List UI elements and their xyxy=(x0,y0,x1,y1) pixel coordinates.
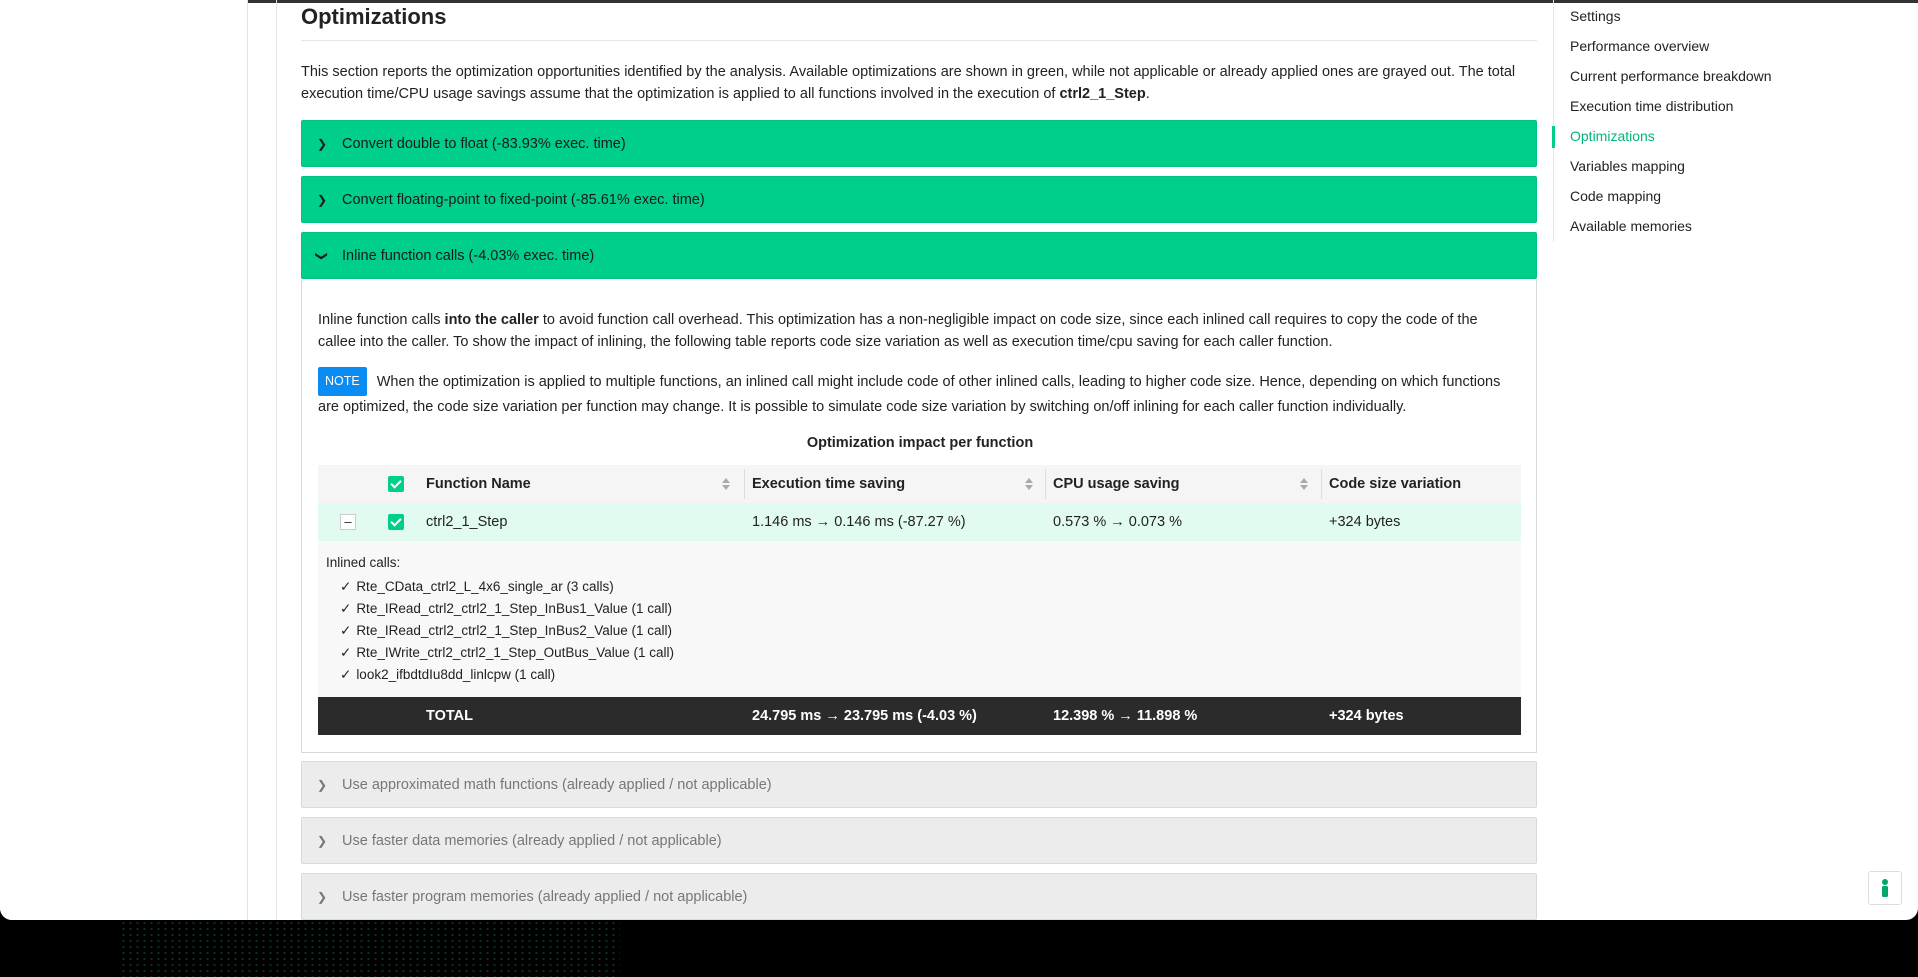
column-divider xyxy=(1045,469,1046,499)
inlined-call: look2_ifbdtdIu8dd_linlcpw (1 call) xyxy=(356,667,556,682)
toc-item-variables-mapping[interactable]: Variables mapping xyxy=(1570,158,1685,174)
desc-text: Inline function calls xyxy=(318,312,445,328)
intro-function-name: ctrl2_1_Step xyxy=(1059,86,1146,102)
chevron-down-icon: ❯ xyxy=(315,250,329,261)
accordion-float-to-fixed[interactable] xyxy=(301,176,1537,223)
sort-icon[interactable] xyxy=(1300,478,1308,492)
total-cpu-usage: 12.398 % → 11.898 % xyxy=(1053,708,1198,724)
main-content xyxy=(276,0,1547,920)
chevron-right-icon: ❯ xyxy=(316,833,328,848)
accordion-approx-math[interactable] xyxy=(301,761,1537,808)
accordion-inline-function-calls[interactable] xyxy=(301,232,1537,279)
desktop-background xyxy=(120,920,620,977)
page-title: Optimizations xyxy=(301,4,447,29)
total-code-size: +324 bytes xyxy=(1329,708,1404,724)
toc-item-available-memories[interactable]: Available memories xyxy=(1570,218,1692,234)
list-item xyxy=(340,642,674,664)
inline-note xyxy=(318,367,1518,419)
toc-item-settings[interactable]: Settings xyxy=(1570,8,1621,24)
table-row xyxy=(318,503,1521,541)
sort-icon[interactable] xyxy=(1025,478,1033,492)
list-item xyxy=(340,664,674,686)
cpu-usage-saving: 0.573 % → 0.073 % xyxy=(1053,514,1182,530)
accessibility-icon xyxy=(1877,878,1893,898)
minus-icon: – xyxy=(340,514,356,530)
inlined-calls-title: Inlined calls: xyxy=(326,555,401,570)
column-divider xyxy=(1321,469,1322,499)
check-icon: ✓ xyxy=(340,645,352,660)
accordion-label: Convert floating-point to fixed-point (-85.61% exec. time) xyxy=(342,191,705,208)
total-row xyxy=(318,697,1521,735)
inlined-call: Rte_IRead_ctrl2_ctrl2_1_Step_InBus1_Value (1 call) xyxy=(356,601,673,616)
toc-item-execution-time-distribution[interactable]: Execution time distribution xyxy=(1570,98,1734,114)
toc-item-code-mapping[interactable]: Code mapping xyxy=(1570,188,1662,204)
col-code-size: Code size variation xyxy=(1329,476,1462,492)
toc-item-optimizations[interactable]: Optimizations xyxy=(1570,128,1655,144)
list-item xyxy=(340,576,674,598)
toc-track xyxy=(1553,0,1554,242)
desc-text-2: to avoid function call overhead. This optimization has a non-negligible impact on code size, since each inlined call requires to copy the code of the callee into the caller. To show the impact of inlining, the following table reports code size variation as well as execution time/cpu saving for each caller function. xyxy=(318,312,1478,350)
left-margin xyxy=(0,0,248,920)
note-badge: NOTE xyxy=(318,367,367,396)
accordion-faster-data-memories[interactable] xyxy=(301,817,1537,864)
desc-bold: into the caller xyxy=(444,312,539,328)
collapse-row-button[interactable] xyxy=(338,503,358,541)
total-label: TOTAL xyxy=(426,708,473,724)
inlined-calls-list xyxy=(340,576,674,686)
inlined-call: Rte_IRead_ctrl2_ctrl2_1_Step_InBus2_Value (1 call) xyxy=(356,623,673,638)
chevron-right-icon: ❯ xyxy=(316,777,328,792)
accordion-label: Use approximated math functions (already applied / not applicable) xyxy=(342,776,772,793)
accordion-faster-program-memories[interactable] xyxy=(301,873,1537,920)
chevron-right-icon: ❯ xyxy=(316,192,328,207)
note-text: When the optimization is applied to multiple functions, an inlined call might include code of other inlined calls, leading to higher code size. Hence, depending on which functions are optimized, the code size variation per function may change. It is possible to simulate code size variation by switching on/off inlining for each caller function individually. xyxy=(318,374,1501,415)
intro-text: This section reports the optimization opportunities identified by the analysis. Available optimizations are shown in green, while not applicable or already applied ones are grayed out. The total execution time/CPU usage savings assume that the optimization is applied to all functions involved in the execution of xyxy=(301,64,1516,102)
chevron-right-icon: ❯ xyxy=(316,136,328,151)
inlined-call: Rte_IWrite_ctrl2_ctrl2_1_Step_OutBus_Value (1 call) xyxy=(356,645,674,660)
exec-time-saving: 1.146 ms → 0.146 ms (-87.27 %) xyxy=(752,514,966,530)
column-divider xyxy=(744,469,745,499)
toc-item-current-performance-breakdown[interactable]: Current performance breakdown xyxy=(1570,68,1772,84)
inlined-call: Rte_CData_ctrl2_L_4x6_single_ar (3 calls) xyxy=(356,579,614,594)
accordion-double-to-float[interactable] xyxy=(301,120,1537,167)
toc-active-indicator xyxy=(1552,126,1555,148)
inlined-calls-detail xyxy=(318,541,1521,697)
table-header xyxy=(318,465,1521,503)
check-icon: ✓ xyxy=(340,667,352,682)
table-title: Optimization impact per function xyxy=(806,435,1034,451)
title-divider xyxy=(301,40,1537,41)
col-cpu-usage[interactable]: CPU usage saving xyxy=(1053,476,1180,492)
accordion-label: Use faster data memories (already applied / not applicable) xyxy=(342,832,722,849)
checkbox-checked-icon xyxy=(388,476,404,492)
check-icon: ✓ xyxy=(340,579,352,594)
checkbox-checked-icon xyxy=(388,514,404,530)
total-exec-time: 24.795 ms → 23.795 ms (-4.03 %) xyxy=(752,708,977,724)
section-intro xyxy=(301,61,1537,105)
col-function-name[interactable]: Function Name xyxy=(426,476,531,492)
inline-panel xyxy=(301,279,1537,753)
list-item xyxy=(340,598,674,620)
inline-description xyxy=(318,309,1518,353)
sort-icon[interactable] xyxy=(722,478,730,492)
intro-end: . xyxy=(1145,86,1150,102)
col-exec-time[interactable]: Execution time saving xyxy=(752,476,906,492)
accordion-label: Use faster program memories (already applied / not applicable) xyxy=(342,888,748,905)
list-item xyxy=(340,620,674,642)
function-name: ctrl2_1_Step xyxy=(426,514,508,530)
check-icon: ✓ xyxy=(340,623,352,638)
accessibility-button[interactable] xyxy=(1868,871,1902,905)
check-icon: ✓ xyxy=(340,601,352,616)
code-size-variation: +324 bytes xyxy=(1329,514,1401,530)
accordion-label: Inline function calls (-4.03% exec. time) xyxy=(342,247,595,264)
select-all-checkbox[interactable] xyxy=(388,465,404,503)
toc-item-performance-overview[interactable]: Performance overview xyxy=(1570,38,1710,54)
chevron-right-icon: ❯ xyxy=(316,889,328,904)
row-checkbox[interactable] xyxy=(388,503,404,541)
accordion-label: Convert double to float (-83.93% exec. time) xyxy=(342,135,626,152)
